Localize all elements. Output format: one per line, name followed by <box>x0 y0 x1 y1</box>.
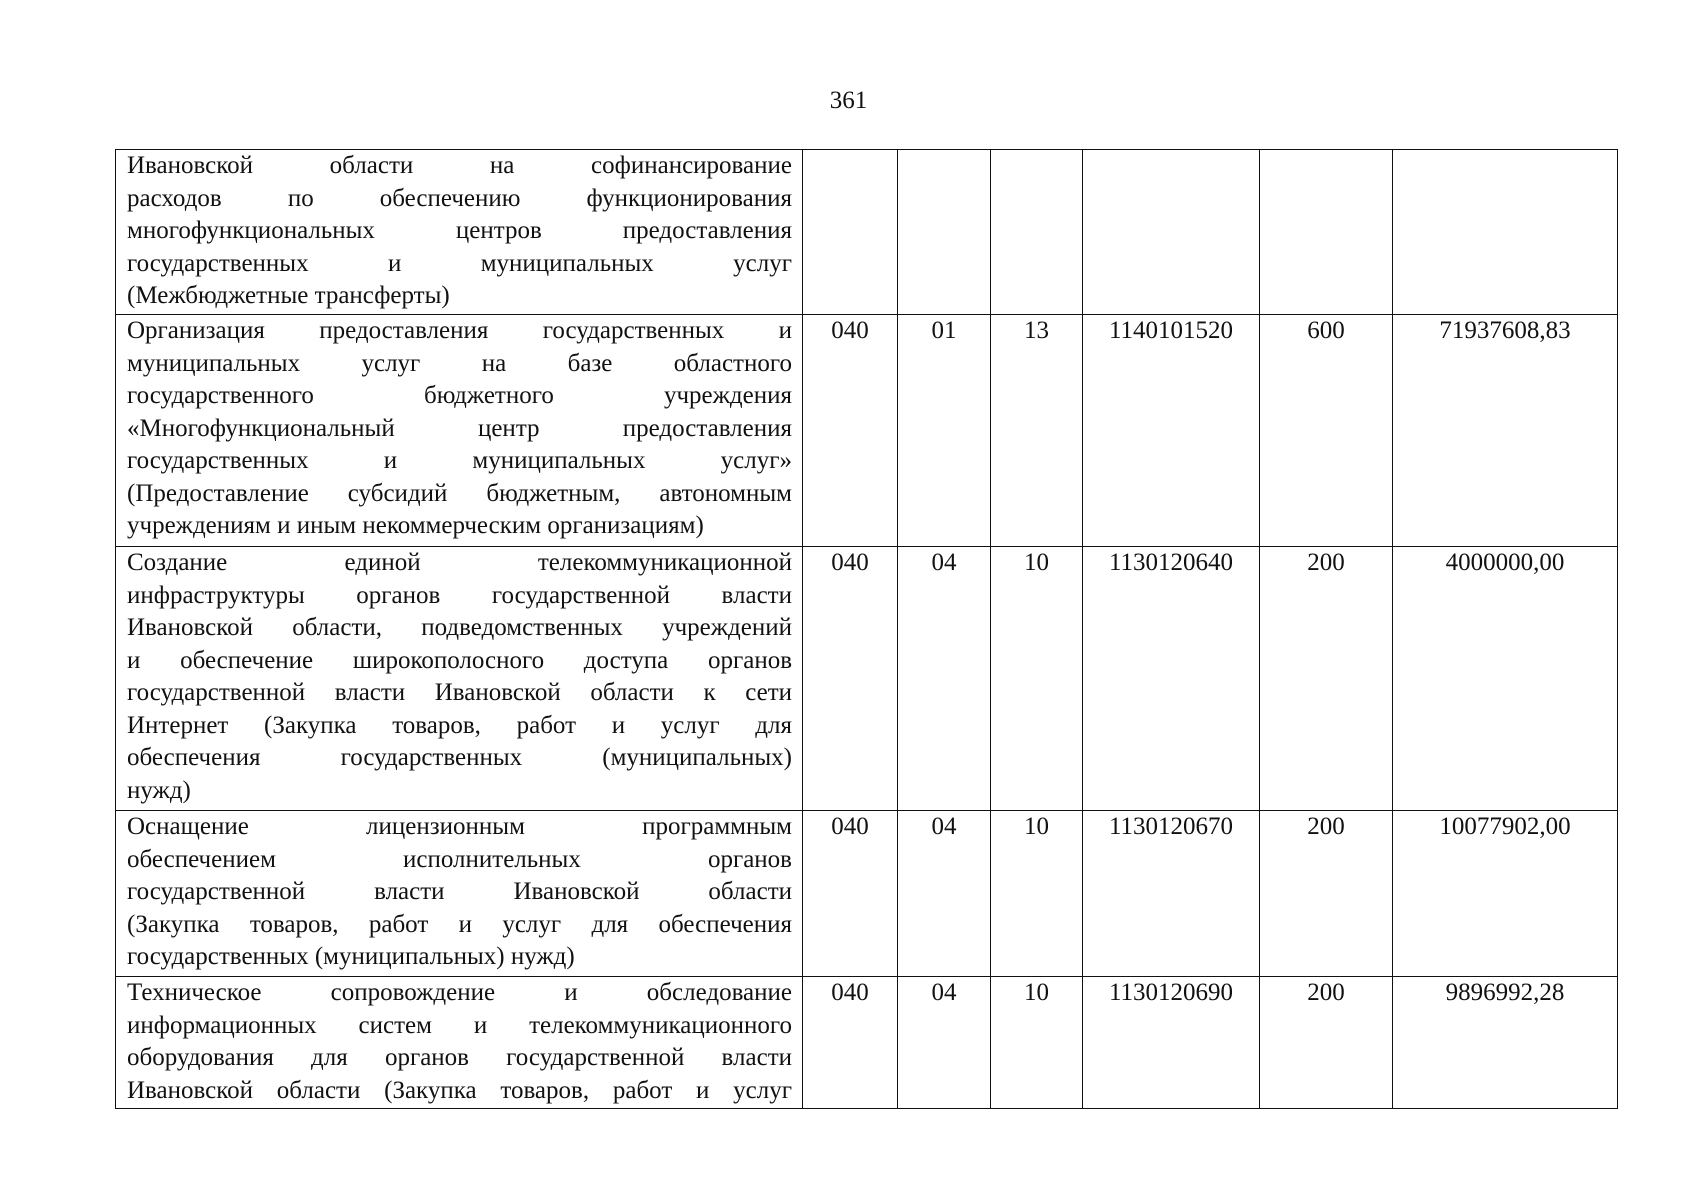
table-row <box>116 547 1618 811</box>
subsection-code-cell <box>991 150 1083 315</box>
subsection-code-cell: 13 <box>991 315 1083 547</box>
expense-type-cell: 200 <box>1260 547 1393 811</box>
description-line: государственных и муниципальных услуг <box>127 249 792 277</box>
expense-type-cell: 600 <box>1260 315 1393 547</box>
table-row <box>116 977 1618 1109</box>
target-article-cell: 1130120670 <box>1083 811 1260 977</box>
section-code-cell: 01 <box>898 315 991 547</box>
table-row <box>116 811 1618 977</box>
description-line: (Предоставление субсидий бюджетным, автономным <box>127 479 792 507</box>
description-cell <box>116 150 803 315</box>
description-line: обеспечения государственных (муниципальных) <box>127 744 792 771</box>
table-body <box>116 150 1618 1109</box>
description-line: государственной власти Ивановской области к сети <box>127 679 792 706</box>
table-row <box>116 150 1618 315</box>
description-cell <box>116 977 803 1109</box>
description-line: государственного бюджетного учреждения <box>127 382 792 409</box>
table-row <box>116 315 1618 547</box>
amount-cell <box>1393 150 1618 315</box>
amount-cell: 10077902,00 <box>1393 811 1618 977</box>
description-cell <box>116 547 803 811</box>
description-line: Создание единой телекоммуникационной <box>127 549 792 576</box>
expense-type-cell: 200 <box>1260 977 1393 1109</box>
subsection-code-cell: 10 <box>991 811 1083 977</box>
description-cell <box>116 811 803 977</box>
description-line: (Закупка товаров, работ и услуг для обеспечения <box>127 910 792 938</box>
description-line: Техническое сопровождение и обследование <box>127 979 792 1006</box>
expense-type-cell <box>1260 150 1393 315</box>
description-line: инфраструктуры органов государственной власти <box>127 581 792 609</box>
description-line: государственных (муниципальных) нужд) <box>127 943 575 970</box>
description-line: информационных систем и телекоммуникационного <box>127 1011 792 1039</box>
description-cell <box>116 315 803 547</box>
amount-cell: 71937608,83 <box>1393 315 1618 547</box>
section-code-cell <box>898 150 991 315</box>
ministry-code-cell: 040 <box>803 811 898 977</box>
section-code-cell: 04 <box>898 811 991 977</box>
description-line: оборудования для органов государственной власти <box>127 1044 792 1071</box>
description-line: Интернет (Закупка товаров, работ и услуг для <box>127 711 792 739</box>
subsection-code-cell: 10 <box>991 547 1083 811</box>
ministry-code-cell: 040 <box>803 547 898 811</box>
description-line: Ивановской области, подведомственных учреждений <box>127 614 792 641</box>
description-line: и обеспечение широкополосного доступа органов <box>127 646 792 674</box>
description-line: учреждениям и иным некоммерческим организациям) <box>127 512 704 539</box>
description-line: государственных и муниципальных услуг» <box>127 447 792 474</box>
description-line: (Межбюджетные трансферты) <box>127 282 450 309</box>
amount-cell: 9896992,28 <box>1393 977 1618 1109</box>
description-line: Ивановской области (Закупка товаров, работ и услуг <box>127 1076 792 1104</box>
description-line: Ивановской области на софинансирование <box>127 152 792 179</box>
ministry-code-cell: 040 <box>803 977 898 1109</box>
description-line: нужд) <box>127 776 191 804</box>
subsection-code-cell: 10 <box>991 977 1083 1109</box>
ministry-code-cell: 040 <box>803 315 898 547</box>
page-number: 361 <box>829 87 868 114</box>
description-line: Организация предоставления государственных и <box>127 317 792 344</box>
budget-table <box>115 149 1618 1109</box>
amount-cell: 4000000,00 <box>1393 547 1618 811</box>
description-line: государственной власти Ивановской области <box>127 878 792 905</box>
description-line: обеспечением исполнительных органов <box>127 845 792 873</box>
section-code-cell: 04 <box>898 977 991 1109</box>
target-article-cell: 1130120690 <box>1083 977 1260 1109</box>
description-line: муниципальных услуг на базе областного <box>127 349 792 377</box>
section-code-cell: 04 <box>898 547 991 811</box>
description-line: расходов по обеспечению функционирования <box>127 184 792 212</box>
description-line: многофункциональных центров предоставления <box>127 217 792 244</box>
ministry-code-cell <box>803 150 898 315</box>
description-line: «Многофункциональный центр предоставления <box>127 414 792 442</box>
description-line: Оснащение лицензионным программным <box>127 813 792 840</box>
target-article-cell: 1140101520 <box>1083 315 1260 547</box>
target-article-cell: 1130120640 <box>1083 547 1260 811</box>
target-article-cell <box>1083 150 1260 315</box>
expense-type-cell: 200 <box>1260 811 1393 977</box>
